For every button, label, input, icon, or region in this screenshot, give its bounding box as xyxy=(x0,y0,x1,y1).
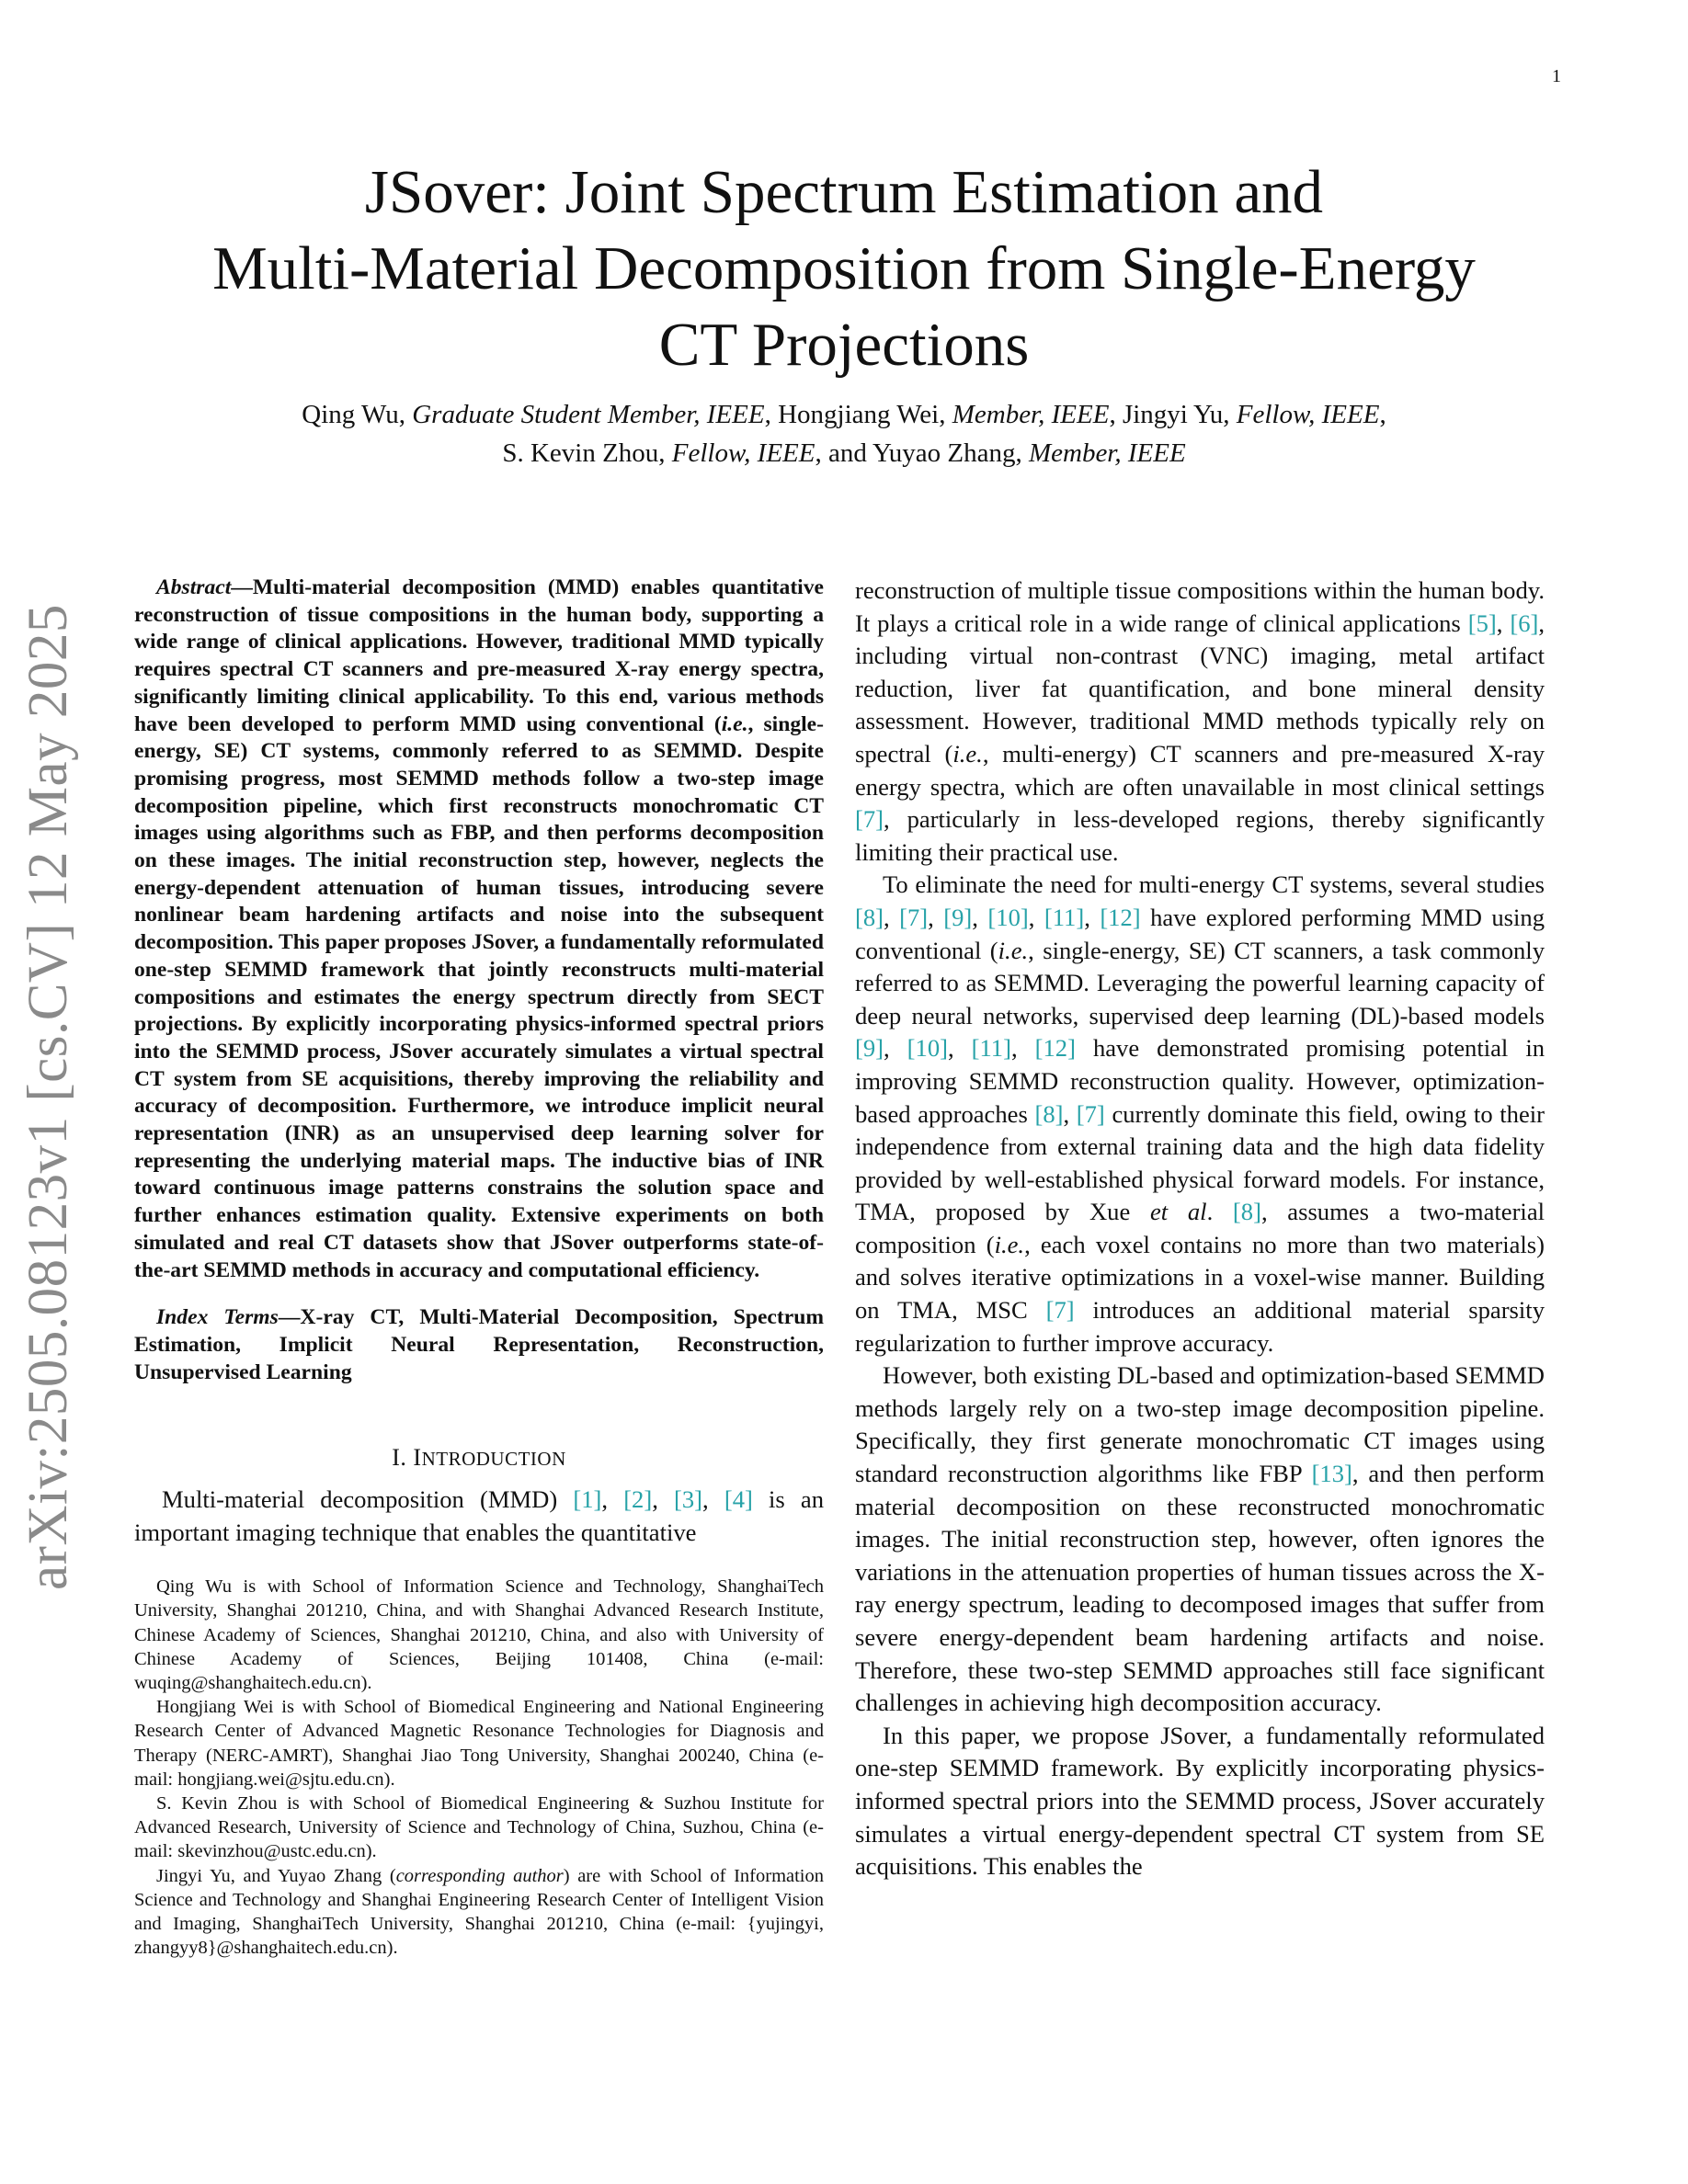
arxiv-identifier-stamp[interactable]: arXiv:2505.08123v1 [cs.CV] 12 May 2025 xyxy=(17,604,79,1590)
citation-link[interactable]: [8] xyxy=(1232,1198,1261,1226)
text: , each voxel contains no more than two materials) and solves iterative optimizations in a voxel-wise manner. Building on TMA, MSC xyxy=(855,1230,1545,1325)
author-line-1 xyxy=(110,395,1578,434)
text: introduces an additional material sparsity regularization to further improve accuracy. xyxy=(855,1296,1545,1357)
text: , xyxy=(972,903,988,931)
index-terms-label: Index Terms xyxy=(156,1305,279,1330)
footnote: S. Kevin Zhou is with School of Biomedical Engineering & Suzhou Institute for Advanced Research, University of Science and Technology of China, Suzhou, China (e-mail: skevinzhou@ustc.edu.cn). xyxy=(134,1793,824,1862)
body-paragraph xyxy=(855,1359,1545,1720)
author-role: Fellow, IEEE xyxy=(671,438,815,468)
text: i.e. xyxy=(998,936,1029,964)
section-numeral: I. I xyxy=(392,1444,422,1472)
citation-link[interactable]: [5] xyxy=(1467,609,1497,637)
author-name: Qing Wu, xyxy=(302,400,413,429)
abstract-text: —Multi-material decomposition (MMD) enables quantitative reconstruction of tissue compositions in the human body, supporting a wide range of clinical applications. However, traditional MMD typically requires spectral CT scanners and pre-measured X-ray energy spectra, significantly limiting clinical applicability. To this end, various methods have been developed to perform MMD using conventional ( xyxy=(134,575,824,736)
page-number: 1 xyxy=(1552,66,1561,86)
citation-link[interactable]: [7] xyxy=(1045,1296,1075,1325)
author-name: , and Yuyao Zhang, xyxy=(815,438,1029,468)
text: , xyxy=(947,1034,972,1063)
author-name: S. Kevin Zhou, xyxy=(502,438,672,468)
text: i.e. xyxy=(994,1230,1025,1258)
citation-link[interactable]: [7] xyxy=(899,903,929,931)
citation-link[interactable]: [12] xyxy=(1100,903,1141,931)
author-footnotes xyxy=(134,1575,824,1960)
citation-link[interactable]: [13] xyxy=(1311,1460,1352,1488)
citation-link[interactable]: [10] xyxy=(907,1034,948,1063)
author-role: Fellow, IEEE xyxy=(1236,400,1380,429)
text: reconstruction of multiple tissue compositions within the human body. It plays a critical role in a wide range of clinical applications xyxy=(855,576,1545,637)
citation-link[interactable]: [9] xyxy=(855,1034,884,1063)
text: , xyxy=(884,1034,907,1063)
citation-link[interactable]: [3] xyxy=(674,1484,703,1513)
citation-link[interactable]: [4] xyxy=(724,1484,753,1513)
text: , xyxy=(601,1484,624,1513)
text: , multi-energy) CT scanners and pre-measured X-ray energy spectra, which are often unavailable in most clinical settings xyxy=(855,739,1545,801)
text: , xyxy=(652,1484,675,1513)
title-line-3: CT Projections xyxy=(658,311,1030,379)
text: , xyxy=(1010,1034,1035,1063)
text: is an important imaging technique that enables the quantitative xyxy=(134,1484,825,1546)
text: In this paper, we propose JSover, a fundamentally reformulated one-step SEMMD framework. By explicitly incorporating physics-informed spectral priors into the SEMMD process, JSover accurately simulates a virtual energy-dependent spectral CT system from SE acquisitions. This enables the xyxy=(855,1721,1545,1881)
title-line-2: Multi-Material Decomposition from Single-Energy xyxy=(212,234,1476,302)
left-column xyxy=(134,574,824,1960)
text: , particularly in less-developed regions, thereby significantly limiting their practical use. xyxy=(855,805,1545,866)
index-terms xyxy=(134,1304,824,1386)
text: currently dominate this field, owing to their independence from external training data and the high data fidelity provided by well-established physical forward models. For instance, TMA, proposed by Xue xyxy=(855,1099,1545,1226)
body-paragraph xyxy=(855,869,1545,1359)
text: , xyxy=(702,1484,724,1513)
text: Jingyi Yu, and Yuyao Zhang ( xyxy=(156,1865,396,1886)
section-heading-introduction xyxy=(134,1441,824,1476)
text: However, both existing DL-based and optimization-based SEMMD methods largely rely on a two-step image decomposition pipeline. Specifically, they first generate monochromatic CT images using standard reconstruction algorithms like FBP xyxy=(855,1361,1545,1488)
abstract-ie: i.e. xyxy=(721,711,748,736)
text: have demonstrated promising potential in improving SEMMD reconstruction quality. However, optimization-based approaches xyxy=(855,1034,1545,1128)
title-line-1: JSover: Joint Spectrum Estimation and xyxy=(364,158,1324,226)
citation-link[interactable]: [9] xyxy=(943,903,973,931)
text: , xyxy=(1084,903,1101,931)
footnote xyxy=(134,1864,824,1961)
author-list xyxy=(110,395,1578,472)
author-role: Graduate Student Member, IEEE xyxy=(412,400,765,429)
body-paragraph xyxy=(855,1720,1545,1883)
author-role: Member, IEEE xyxy=(952,400,1110,429)
citation-link[interactable]: [7] xyxy=(855,805,884,834)
abstract-label: Abstract xyxy=(156,575,232,599)
citation-link[interactable]: [1] xyxy=(573,1484,602,1513)
text: Multi-material decomposition (MMD) xyxy=(162,1484,574,1513)
text: . xyxy=(1206,1198,1233,1226)
citation-link[interactable]: [7] xyxy=(1076,1099,1105,1128)
text: , xyxy=(1063,1099,1077,1128)
citation-link[interactable]: [10] xyxy=(987,903,1029,931)
abstract-text: , single-energy, SE) CT systems, commonly referred to as SEMMD. Despite promising progress, most SEMMD methods follow a two-step image decomposition pipeline, which first reconstructs monochromatic CT images using algorithms such as FBP, and then performs decomposition on these images. The initial reconstruction step, however, neglects the energy-dependent attenuation of human tissues, introducing severe nonlinear beam hardening artifacts and noise into the subsequent decomposition. This paper proposes JSover, a fundamentally reformulated one-step SEMMD framework that jointly reconstructs multi-material compositions and estimates the energy spectrum directly from SECT projections. By explicitly incorporating physics-informed spectral priors into the SEMMD process, JSover accurately simulates a virtual spectral CT system from SE acquisitions, thereby improving the reliability and accuracy of decomposition. Furthermore, we introduce implicit neural representation (INR) as an unsupervised deep learning solver for representing the underlying material maps. The inductive bias of INR toward continuous image patterns constrains the solution space and further enhances estimation quality. Extensive experiments on both simulated and real CT datasets show that JSover outperforms state-of-the-art SEMMD methods in accuracy and computational efficiency. xyxy=(134,711,824,1282)
author-role: Member, IEEE xyxy=(1028,438,1186,468)
citation-link[interactable]: [11] xyxy=(1044,903,1085,931)
text: , single-energy, SE) CT scanners, a task commonly referred to as SEMMD. Leveraging the powerful learning capacity of deep neural networks, supervised deep learning (DL)-based models xyxy=(855,936,1545,1029)
section-title: NTRODUCTION xyxy=(421,1448,566,1471)
paper-title xyxy=(92,154,1596,383)
text: et al xyxy=(1149,1198,1207,1226)
citation-link[interactable]: [12] xyxy=(1034,1034,1076,1063)
citation-link[interactable]: [8] xyxy=(1034,1099,1064,1128)
index-terms-text: —X-ray CT, Multi-Material Decomposition, Spectrum Estimation, Implicit Neural Representation, Reconstruction, Unsupervised Learning xyxy=(134,1305,824,1384)
text: corresponding author xyxy=(395,1865,564,1886)
citation-link[interactable]: [11] xyxy=(971,1034,1011,1063)
text: , xyxy=(928,903,944,931)
body-paragraph xyxy=(855,574,1545,869)
text: i.e. xyxy=(952,739,983,768)
text: , assumes a two-material composition ( xyxy=(855,1198,1545,1258)
footnote: Qing Wu is with School of Information Science and Technology, ShanghaiTech University, Shanghai 201210, China, and with Shanghai Advanced Research Institute, Chinese Academy of Sciences, Shanghai 201210, China, and also with University of Chinese Academy of Sciences, Beijing 101408, China (e-mail: wuqing@shanghaitech.edu.cn). xyxy=(134,1576,824,1693)
author-line-2 xyxy=(110,434,1578,472)
text: , including virtual non-contrast (VNC) imaging, metal artifact reduction, liver fat quantification, and bone mineral density assessment. However, traditional MMD methods typically rely on spectral ( xyxy=(855,609,1545,768)
text: , xyxy=(1028,903,1044,931)
text: ) are with School of Information Science and Technology and Shanghai Engineering Research Center of Intelligent Vision and Imaging, ShanghaiTech University, Shanghai 201210, China (e-mail: {yujingyi, zhangyy8}@shanghaitech.edu.cn). xyxy=(134,1865,825,1959)
abstract xyxy=(134,574,824,1284)
text: To eliminate the need for multi-energy CT systems, several studies xyxy=(883,870,1545,899)
text: , xyxy=(1496,609,1511,637)
right-column xyxy=(855,574,1545,1883)
text: have explored performing MMD using conventional ( xyxy=(855,903,1545,964)
citation-link[interactable]: [2] xyxy=(623,1484,653,1513)
author-name: , Hongjiang Wei, xyxy=(764,400,952,429)
citation-link[interactable]: [8] xyxy=(855,903,884,931)
text: , and then perform material decomposition on these reconstructed monochromatic images. The initial reconstruction step, however, often ignores the variations in the attenuation properties of human tissues across the X-ray energy spectrum, leading to decomposed images that suffer from severe energy-dependent beam hardening artifacts and noise. Therefore, these two-step SEMMD approaches still face significant challenges in achieving high decomposition accuracy. xyxy=(855,1460,1545,1717)
text: , xyxy=(884,903,900,931)
citation-link[interactable]: [6] xyxy=(1510,609,1539,637)
intro-paragraph xyxy=(134,1484,824,1549)
author-name: , Jingyi Yu, xyxy=(1109,400,1237,429)
footnote: Hongjiang Wei is with School of Biomedical Engineering and National Engineering Research Center of Advanced Magnetic Resonance Technologies for Diagnosis and Therapy (NERC-AMRT), Shanghai Jiao Tong University, Shanghai 200240, China (e-mail: hongjiang.wei@sjtu.edu.cn). xyxy=(134,1697,824,1790)
author-separator: , xyxy=(1379,400,1386,429)
